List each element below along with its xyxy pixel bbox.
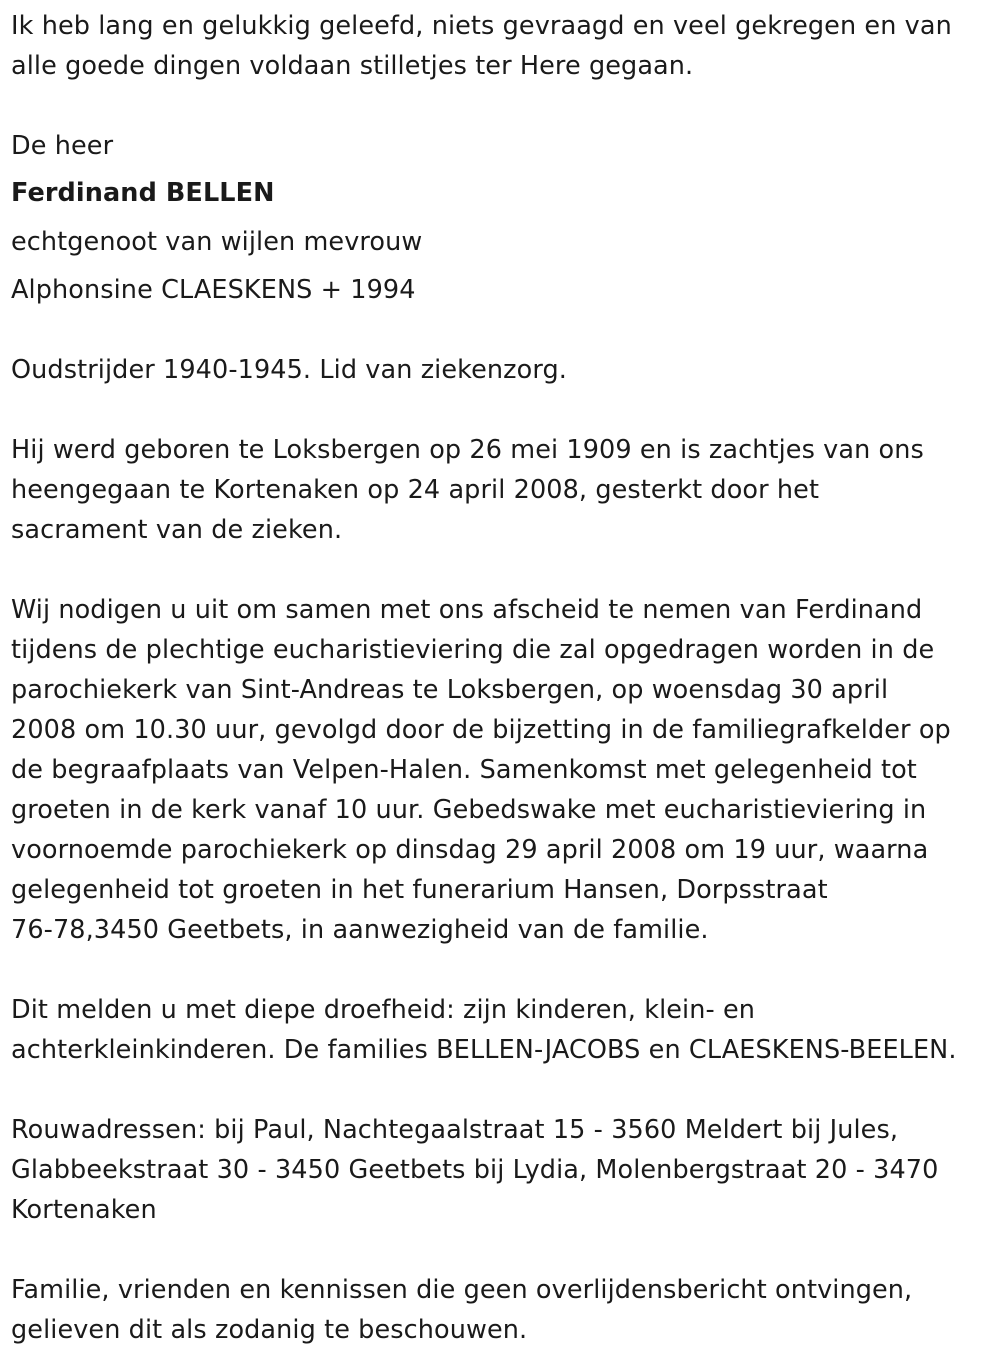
address-line-2: Glabbeekstraat 30 - 3450 Geetbets bij Lydia, Molenbergstraat 20 - 3470 <box>11 1155 939 1185</box>
invitation-line-8: gelegenheid tot groeten in het funerarium Hansen, Dorpsstraat <box>11 875 828 905</box>
family-line-2: achterkleinkinderen. De families BELLEN-JACOBS en CLAESKENS-BEELEN. <box>11 1035 957 1065</box>
address-line-3: Kortenaken <box>11 1195 157 1225</box>
birth-line-3: sacrament van de zieken. <box>11 515 343 545</box>
invitation-line-7: voornoemde parochiekerk op dinsdag 29 april 2008 om 19 uur, waarna <box>11 835 929 865</box>
invitation-line-2: tijdens de plechtige eucharistieviering die zal opgedragen worden in de <box>11 635 935 665</box>
invitation-line-9: 76-78,3450 Geetbets, in aanwezigheid van de familie. <box>11 915 709 945</box>
invitation-line-6: groeten in de kerk vanaf 10 uur. Gebedswake met eucharistieviering in <box>11 795 927 825</box>
family-line-1: Dit melden u met diepe droefheid: zijn kinderen, klein- en <box>11 995 756 1025</box>
invitation-line-4: 2008 om 10.30 uur, gevolgd door de bijzetting in de familiegrafkelder op <box>11 715 951 745</box>
intro-line-2: alle goede dingen voldaan stilletjes ter Here gegaan. <box>11 51 694 81</box>
spouse-line-1: echtgenoot van wijlen mevrouw <box>11 227 423 257</box>
deceased-name: Ferdinand BELLEN <box>11 178 275 208</box>
veteran-line: Oudstrijder 1940-1945. Lid van ziekenzorg. <box>11 355 567 385</box>
invitation-line-1: Wij nodigen u uit om samen met ons afscheid te nemen van Ferdinand <box>11 595 923 625</box>
birth-line-2: heengegaan te Kortenaken op 24 april 2008, gesterkt door het <box>11 475 820 505</box>
invitation-line-5: de begraafplaats van Velpen-Halen. Samenkomst met gelegenheid tot <box>11 755 917 785</box>
intro-line-1: Ik heb lang en gelukkig geleefd, niets gevraagd en veel gekregen en van <box>11 11 952 41</box>
salutation: De heer <box>11 131 114 161</box>
closing-line-2: gelieven dit als zodanig te beschouwen. <box>11 1315 528 1345</box>
closing-line-1: Familie, vrienden en kennissen die geen overlijdensbericht ontvingen, <box>11 1275 913 1305</box>
birth-line-1: Hij werd geboren te Loksbergen op 26 mei 1909 en is zachtjes van ons <box>11 435 924 465</box>
invitation-line-3: parochiekerk van Sint-Andreas te Loksbergen, op woensdag 30 april <box>11 675 889 705</box>
address-line-1: Rouwadressen: bij Paul, Nachtegaalstraat 15 - 3560 Meldert bij Jules, <box>11 1115 899 1145</box>
spouse-line-2: Alphonsine CLAESKENS + 1994 <box>11 275 416 305</box>
